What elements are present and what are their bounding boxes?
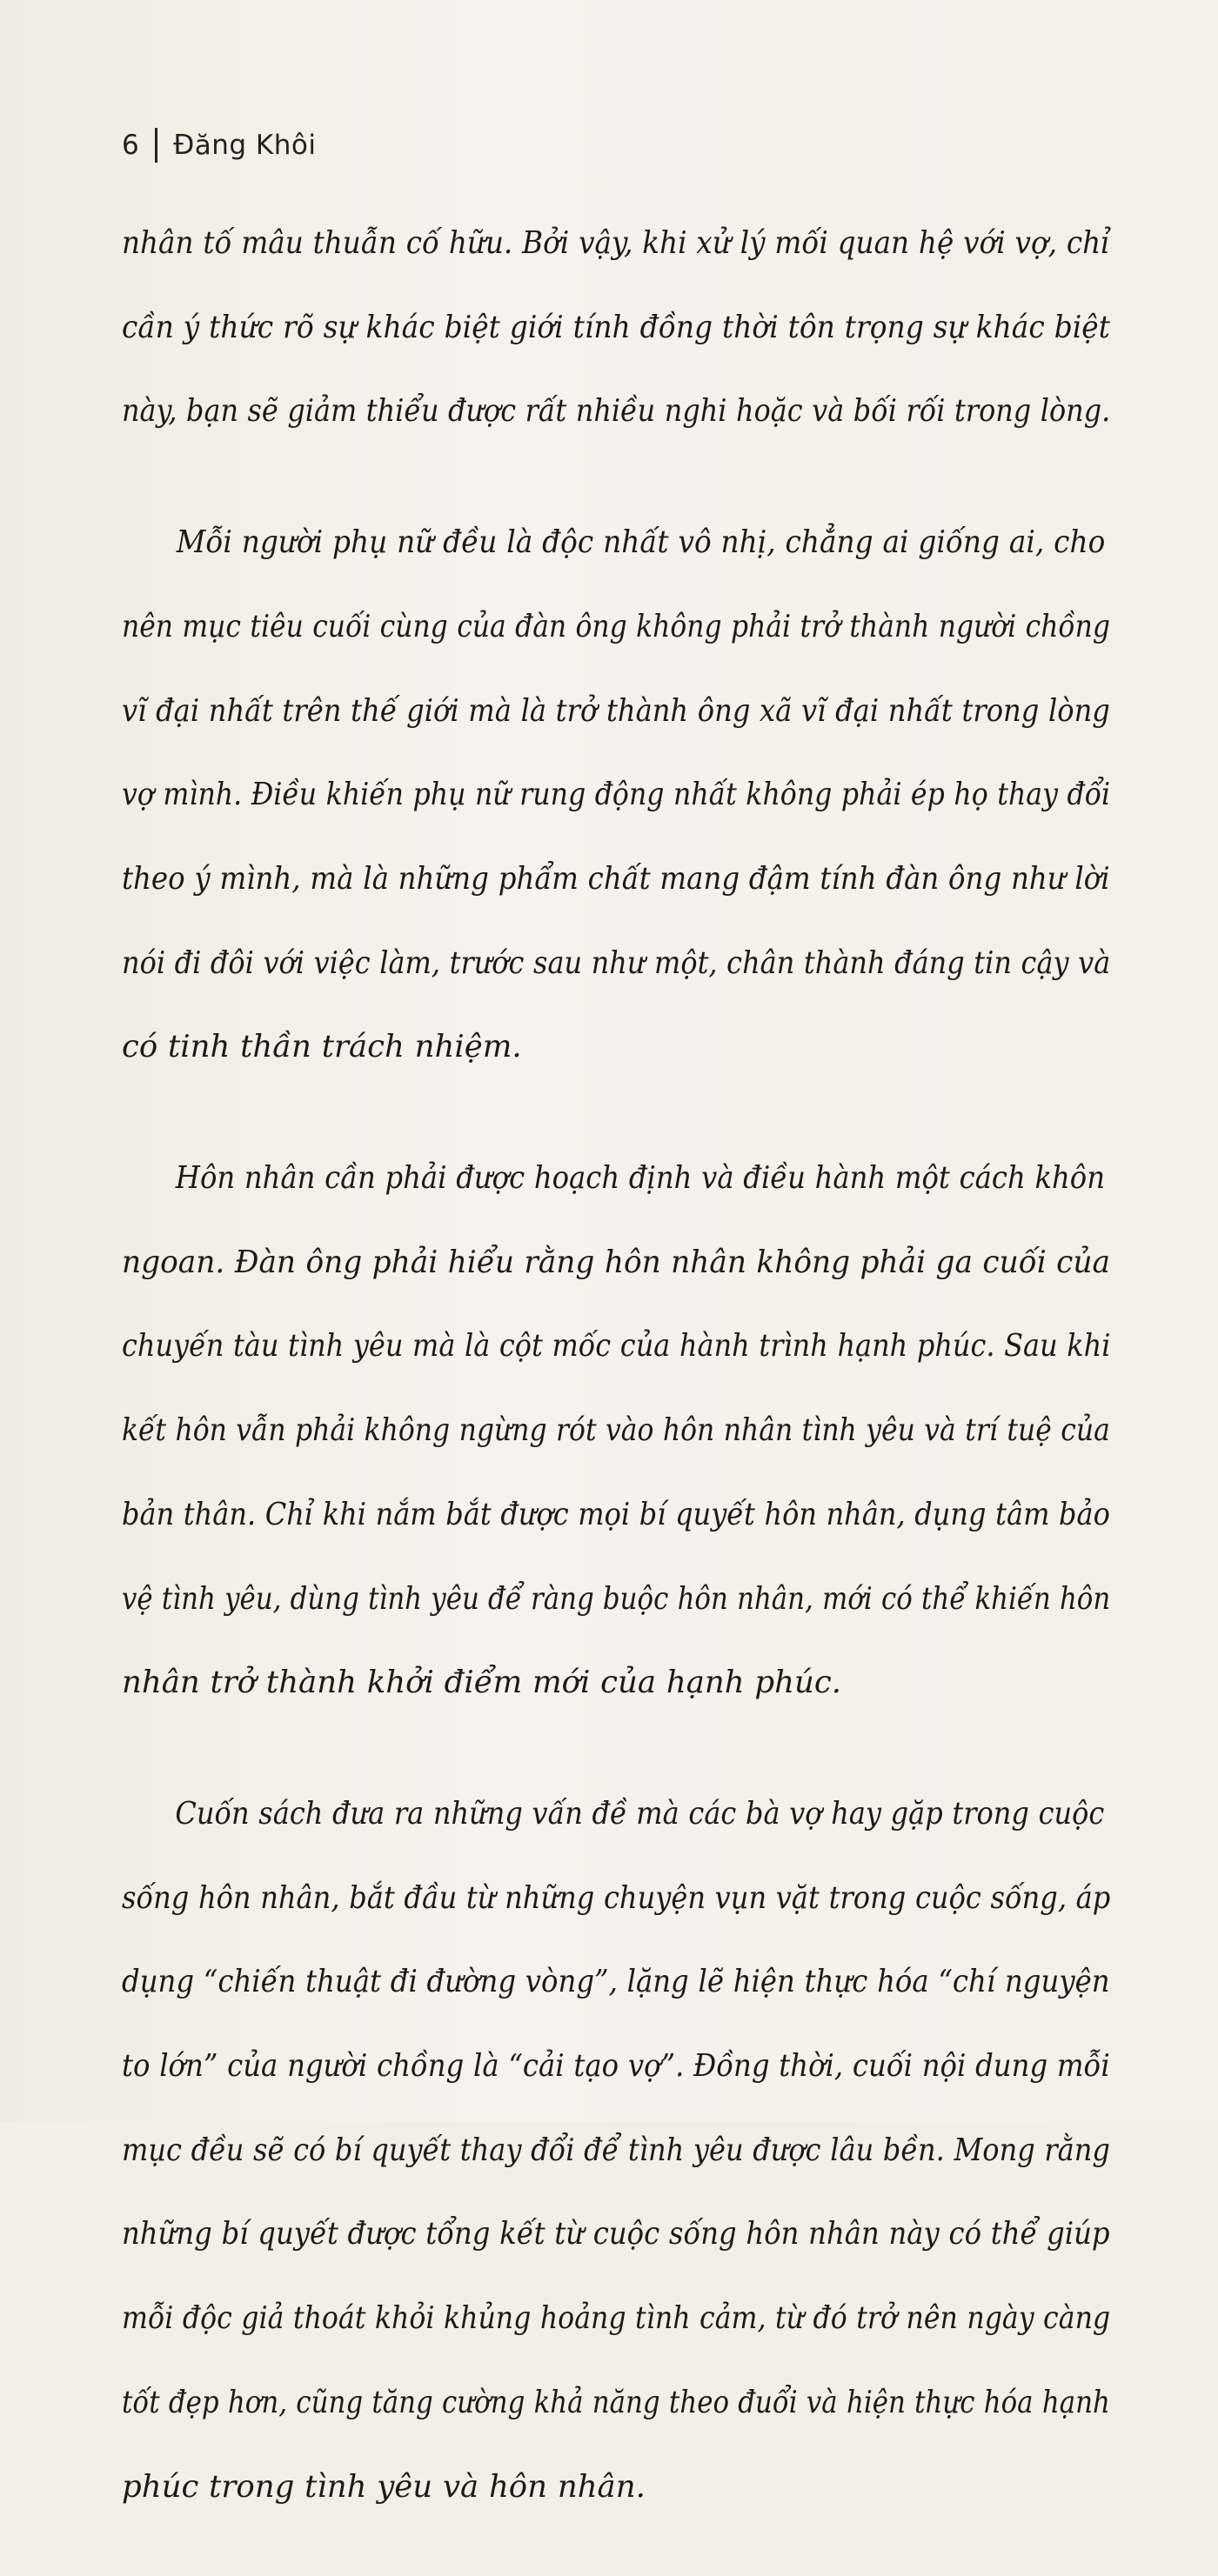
text-line: vĩ đại nhất trên thế giới mà là trở thành ông xã vĩ đại nhất trong lòng (122, 692, 1110, 729)
text-line: Cuốn sách đưa ra những vấn đề mà các bà vợ hay gặp trong cuộc (175, 1795, 1105, 1832)
text-line: nên mục tiêu cuối cùng của đàn ông không phải trở thành người chồng (122, 608, 1110, 644)
text-line: ngoan. Đàn ông phải hiểu rằng hôn nhân không phải ga cuối của (122, 1244, 1110, 1280)
text-line: sống hôn nhân, bắt đầu từ những chuyện vụn vặt trong cuộc sống, áp (122, 1879, 1111, 1916)
text-line: nói đi đôi với việc làm, trước sau như một, chân thành đáng tin cậy và (122, 944, 1111, 981)
text-line: theo ý mình, mà là những phẩm chất mang đậm tính đàn ông như lời (122, 860, 1110, 897)
text-line: mục đều sẽ có bí quyết thay đổi để tình yêu được lâu bền. Mong rằng (122, 2132, 1110, 2168)
running-head (122, 123, 317, 167)
paragraph-1 (122, 202, 1110, 454)
text-line: dụng “chiến thuật đi đường vòng”, lặng lẽ hiện thực hóa “chí nguyện (122, 1964, 1110, 2000)
text-line: to lớn” của người chồng là “cải tạo vợ”. Đồng thời, cuối nội dung mỗi (122, 2048, 1110, 2085)
text-line: những bí quyết được tổng kết từ cuộc sống hôn nhân này có thể giúp (122, 2216, 1110, 2252)
text-line: vệ tình yêu, dùng tình yêu để ràng buộc hôn nhân, mới có thể khiến hôn (122, 1580, 1111, 1617)
text-line: này, bạn sẽ giảm thiểu được rất nhiều nghi hoặc và bối rối trong lòng. (122, 393, 1111, 430)
text-line: có tinh thần trách nhiệm. (122, 1029, 522, 1065)
author-name: Đăng Khôi (173, 130, 317, 161)
header-divider (155, 128, 157, 163)
paragraph-2 (122, 501, 1110, 1090)
text-line: tốt đẹp hơn, cũng tăng cường khả năng theo đuổi và hiện thực hóa hạnh (122, 2384, 1110, 2420)
page-number: 6 (122, 130, 140, 161)
text-line: vợ mình. Điều khiến phụ nữ rung động nhất không phải ép họ thay đổi (122, 777, 1111, 813)
text-line: cần ý thức rõ sự khác biệt giới tính đồng thời tôn trọng sự khác biệt (122, 309, 1110, 345)
paragraph-3 (122, 1137, 1110, 1725)
text-line: nhân trở thành khởi điểm mới của hạnh phúc. (122, 1665, 842, 1701)
body-text (122, 202, 1110, 2576)
text-line: nhân tố mâu thuẫn cố hữu. Bởi vậy, khi xử lý mối quan hệ với vợ, chỉ (122, 225, 1110, 261)
text-line: kết hôn vẫn phải không ngừng rót vào hôn nhân tình yêu và trí tuệ của (122, 1412, 1110, 1449)
text-line: mỗi độc giả thoát khỏi khủng hoảng tình cảm, từ đó trở nên ngày càng (122, 2300, 1111, 2337)
text-line: Mỗi người phụ nữ đều là độc nhất vô nhị, chẳng ai giống ai, cho (176, 524, 1106, 561)
text-line: bản thân. Chỉ khi nắm bắt được mọi bí quyết hôn nhân, dụng tâm bảo (122, 1496, 1110, 1532)
text-line: phúc trong tình yêu và hôn nhân. (122, 2468, 646, 2505)
text-line: Hôn nhân cần phải được hoạch định và điều hành một cách khôn (175, 1160, 1106, 1197)
paragraph-4 (122, 1772, 1110, 2529)
text-line: chuyến tàu tình yêu mà là cột mốc của hành trình hạnh phúc. Sau khi (122, 1328, 1111, 1365)
